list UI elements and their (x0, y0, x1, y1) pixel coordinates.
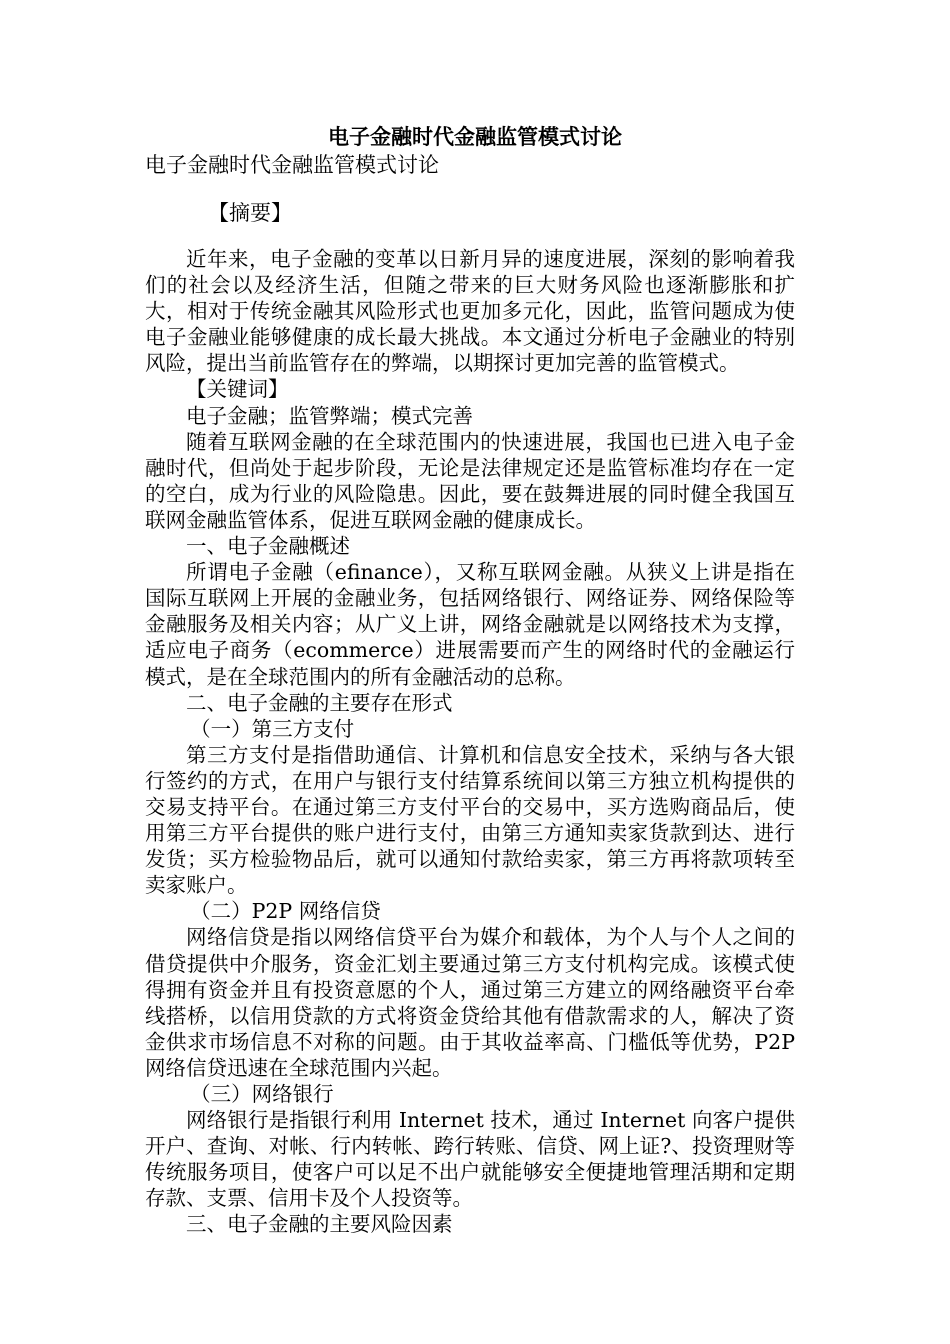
section-heading: 二、电子金融的主要存在形式 (186, 690, 453, 715)
subsection-heading: （一）第三方支付 (190, 716, 355, 741)
document-body (145, 246, 795, 1238)
paragraph: 电子金融；监管弊端；模式完善 (186, 403, 473, 428)
section-heading: 一、电子金融概述 (186, 534, 350, 559)
subsection-heading: （三）网络银行 (190, 1082, 334, 1106)
paragraph: 所谓电子金融（efinance），又称互联网金融。从狭义上讲是指在国际互联网上开展的金融业务，包括网络银行、网络证券、网络保险等金融服务及相关内容；从广义上讲，网络金融就是以网络技术为支撑，适应电子商务（ecommerce）进展需要而产生的网络时代的金融运行模式，是在全球范围内的所有金融活动的总称。 (145, 560, 795, 689)
abstract-heading: 【摘要】 (208, 201, 292, 225)
paragraph: 第三方支付是指借助通信、计算机和信息安全技术，采纳与各大银行签约的方式，在用户与银行支付结算系统间以第三方独立机构提供的交易支持平台。在通过第三方支付平台的交易中，买方选购商品后，使用第三方平台提供的账户进行支付，由第三方通知卖家货款到达、进行发货；买方检验物品后，就可以通知付款给卖家，第三方再将款项转至卖家账户。 (145, 742, 795, 898)
section-heading: 三、电子金融的主要风险因素 (186, 1212, 453, 1237)
paragraph: 网络信贷是指以网络信贷平台为媒介和载体，为个人与个人之间的借贷提供中介服务，资金汇划主要通过第三方支付机构完成。该模式使得拥有资金并且有投资意愿的个人，通过第三方建立的网络融资平台牵线搭桥，以信用贷款的方式将资金贷给其他有借款需求的人，解决了资金供求市场信息不对称的问题。由于其收益率高、门槛低等优势，P2P 网络信贷迅速在全球范围内兴起。 (145, 925, 795, 1080)
section-heading: 【关键词】 (186, 377, 289, 402)
subsection-heading: （二）P2P 网络信贷 (190, 899, 381, 924)
paragraph: 随着互联网金融的在全球范围内的快速进展，我国也已进入电子金融时代，但尚处于起步阶段，无论是法律规定还是监管标准均存在一定的空白，成为行业的风险隐患。因此，要在鼓舞进展的同时健全我国互联网金融监管体系，促进互联网金融的健康成长。 (145, 429, 795, 532)
paragraph: 近年来，电子金融的变革以日新月异的速度进展，深刻的影响着我们的社会以及经济生活，但随之带来的巨大财务风险也逐渐膨胀和扩大，相对于传统金融其风险形式也更加多元化，因此，监管问题成为使电子金融业能够健康的成长最大挑战。本文通过分析电子金融业的特别风险，提出当前监管存在的弊端，以期探讨更加完善的监管模式。 (145, 247, 795, 376)
document-title: 电子金融时代金融监管模式讨论 (328, 124, 622, 149)
paragraph: 网络银行是指银行利用 Internet 技术，通过 Internet 向客户提供开户、查询、对帐、行内转帐、跨行转账、信贷、网上证?、投资理财等传统服务项目，使客户可以足不出户就能够安全便捷地管理活期和定期存款、支票、信用卡及个人投资等。 (145, 1108, 795, 1211)
document-subtitle: 电子金融时代金融监管模式讨论 (145, 153, 439, 177)
